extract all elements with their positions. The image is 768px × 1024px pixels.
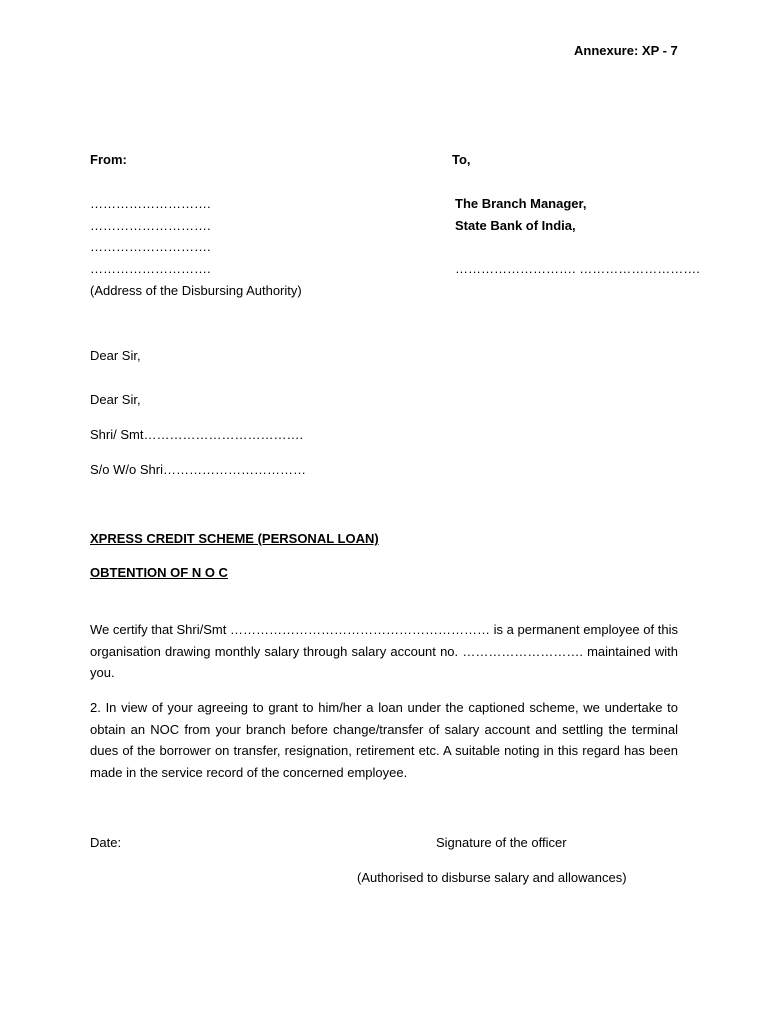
from-address-line-4: ………………………. bbox=[90, 261, 211, 276]
to-branch-address: ………………………. ………………………. bbox=[455, 261, 700, 276]
from-address-note: (Address of the Disbursing Authority) bbox=[90, 283, 302, 298]
from-address-line-3: ………………………. bbox=[90, 239, 211, 254]
subject-heading: OBTENTION OF N O C bbox=[90, 565, 228, 580]
shri-smt-line: Shri/ Smt………………………………. bbox=[90, 427, 304, 442]
to-heading: To, bbox=[452, 152, 471, 167]
salutation-2: Dear Sir, bbox=[90, 392, 141, 407]
from-address-line-2: ………………………. bbox=[90, 218, 211, 233]
scheme-title: XPRESS CREDIT SCHEME (PERSONAL LOAN) bbox=[90, 531, 379, 546]
date-label: Date: bbox=[90, 835, 122, 850]
authorised-note: (Authorised to disburse salary and allowances) bbox=[357, 870, 627, 885]
salutation-1: Dear Sir, bbox=[90, 348, 141, 363]
to-bank-name: State Bank of India, bbox=[455, 218, 576, 233]
so-wo-line: S/o W/o Shri…………………………… bbox=[90, 462, 306, 477]
from-heading: From: bbox=[90, 152, 127, 167]
annexure-label: Annexure: XP - 7 bbox=[574, 43, 678, 58]
to-branch-manager: The Branch Manager, bbox=[455, 196, 587, 211]
signature-label: Signature of the officer bbox=[436, 835, 567, 850]
undertaking-paragraph: 2. In view of your agreeing to grant to him/her a loan under the captioned scheme, we undertake to obtain an NOC from your branch before change/transfer of salary account and settling the terminal dues of the borrower on transfer, resignation, retirement etc. A suitable noting in this regard has been made in the service record of the concerned employee. bbox=[90, 700, 678, 780]
from-address-line-1: ………………………. bbox=[90, 196, 211, 211]
certification-paragraph: We certify that Shri/Smt …………………………………………………… is a permanent employee of this organisation drawing monthly salary through salary account no. ………………………. maintained with you. bbox=[90, 622, 678, 680]
